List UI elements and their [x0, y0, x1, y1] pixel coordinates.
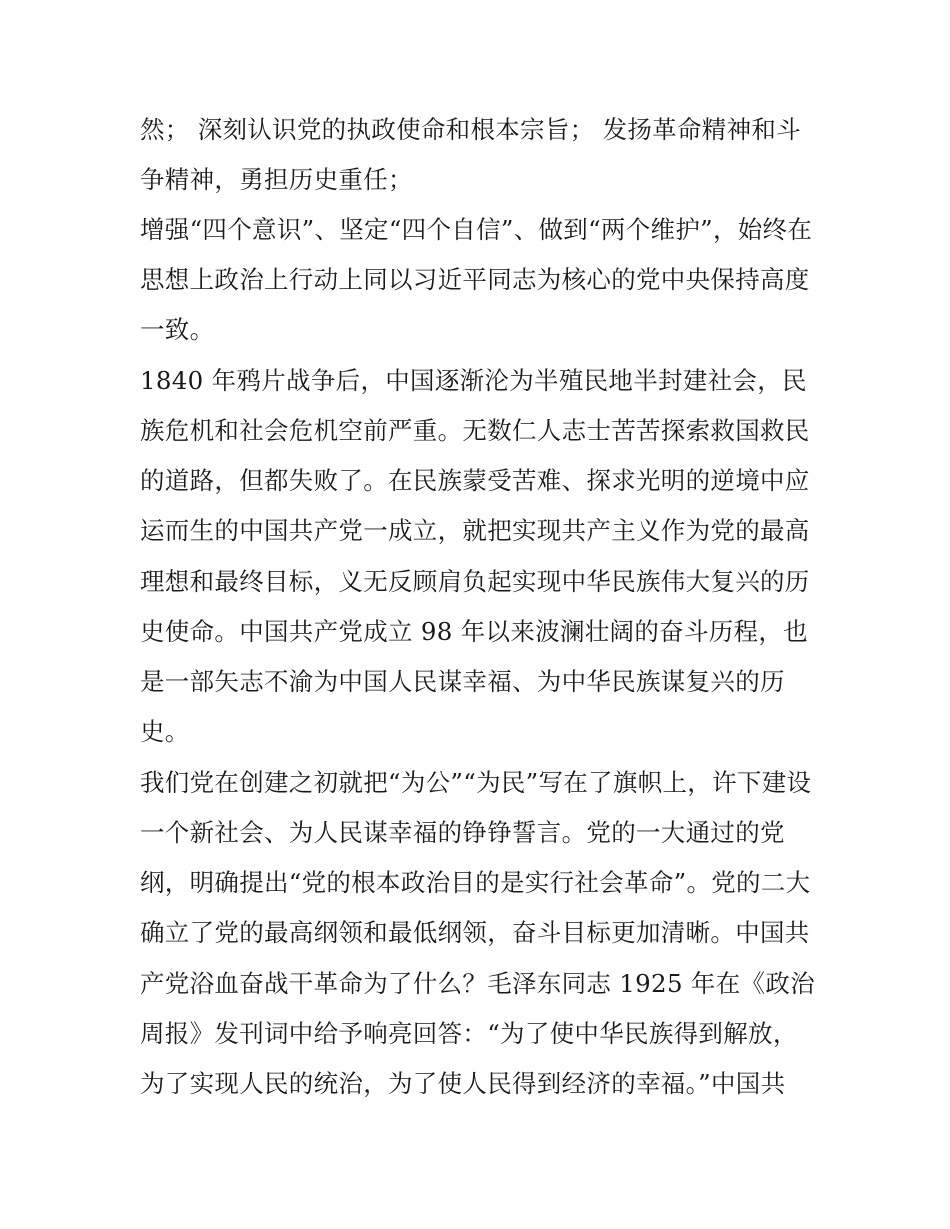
text-line: 产党浴血奋战干革命为了什么？毛泽东同志 1925 年在《政治 [140, 969, 815, 998]
text-line: 史。 [140, 717, 190, 746]
text-line: 理想和最终目标，义无反顾肩负起实现中华民族伟大复兴的历 [140, 567, 810, 596]
text-line: 为了实现人民的统治，为了使人民得到经济的幸福。”中国共 [140, 1069, 786, 1098]
text-line: 争精神，勇担历史重任； [140, 165, 413, 194]
text-line: 运而生的中国共产党一成立，就把实现共产主义作为党的最高 [140, 516, 810, 545]
text-line: 一个新社会、为人民谋幸福的铮铮誓言。党的一大通过的党 [140, 818, 785, 847]
text-line: 确立了党的最高纲领和最低纲领，奋斗目标更加清晰。中国共 [140, 918, 810, 947]
text-line: 的道路，但都失败了。在民族蒙受苦难、探求光明的逆境中应 [140, 466, 810, 495]
text-line: 我们党在创建之初就把“为公”“为民”写在了旗帜上，许下建设 [140, 768, 812, 797]
text-line: 是一部矢志不渝为中国人民谋幸福、为中华民族谋复兴的历 [140, 667, 785, 696]
text-line: 一致。 [140, 315, 215, 344]
text-line: 增强“四个意识”、坚定“四个自信”、做到“两个维护”，始终在 [140, 215, 813, 244]
text-line: 1840 年鸦片战争后，中国逐渐沦为半殖民地半封建社会，民 [140, 366, 807, 395]
text-line: 族危机和社会危机空前严重。无数仁人志士苦苦探索救国救民 [140, 416, 810, 445]
text-line: 周报》发刊词中给予响亮回答：“为了使中华民族得到解放， [140, 1019, 798, 1048]
text-line: 思想上政治上行动上同以习近平同志为核心的党中央保持高度 [140, 265, 810, 294]
text-line: 史使命。中国共产党成立 98 年以来波澜壮阔的奋斗历程，也 [140, 617, 808, 646]
text-line: 然； 深刻认识党的执政使命和根本宗旨； 发扬革命精神和斗 [140, 115, 801, 144]
text-line: 纲，明确提出“党的根本政治目的是实行社会革命”。党的二大 [140, 868, 811, 897]
